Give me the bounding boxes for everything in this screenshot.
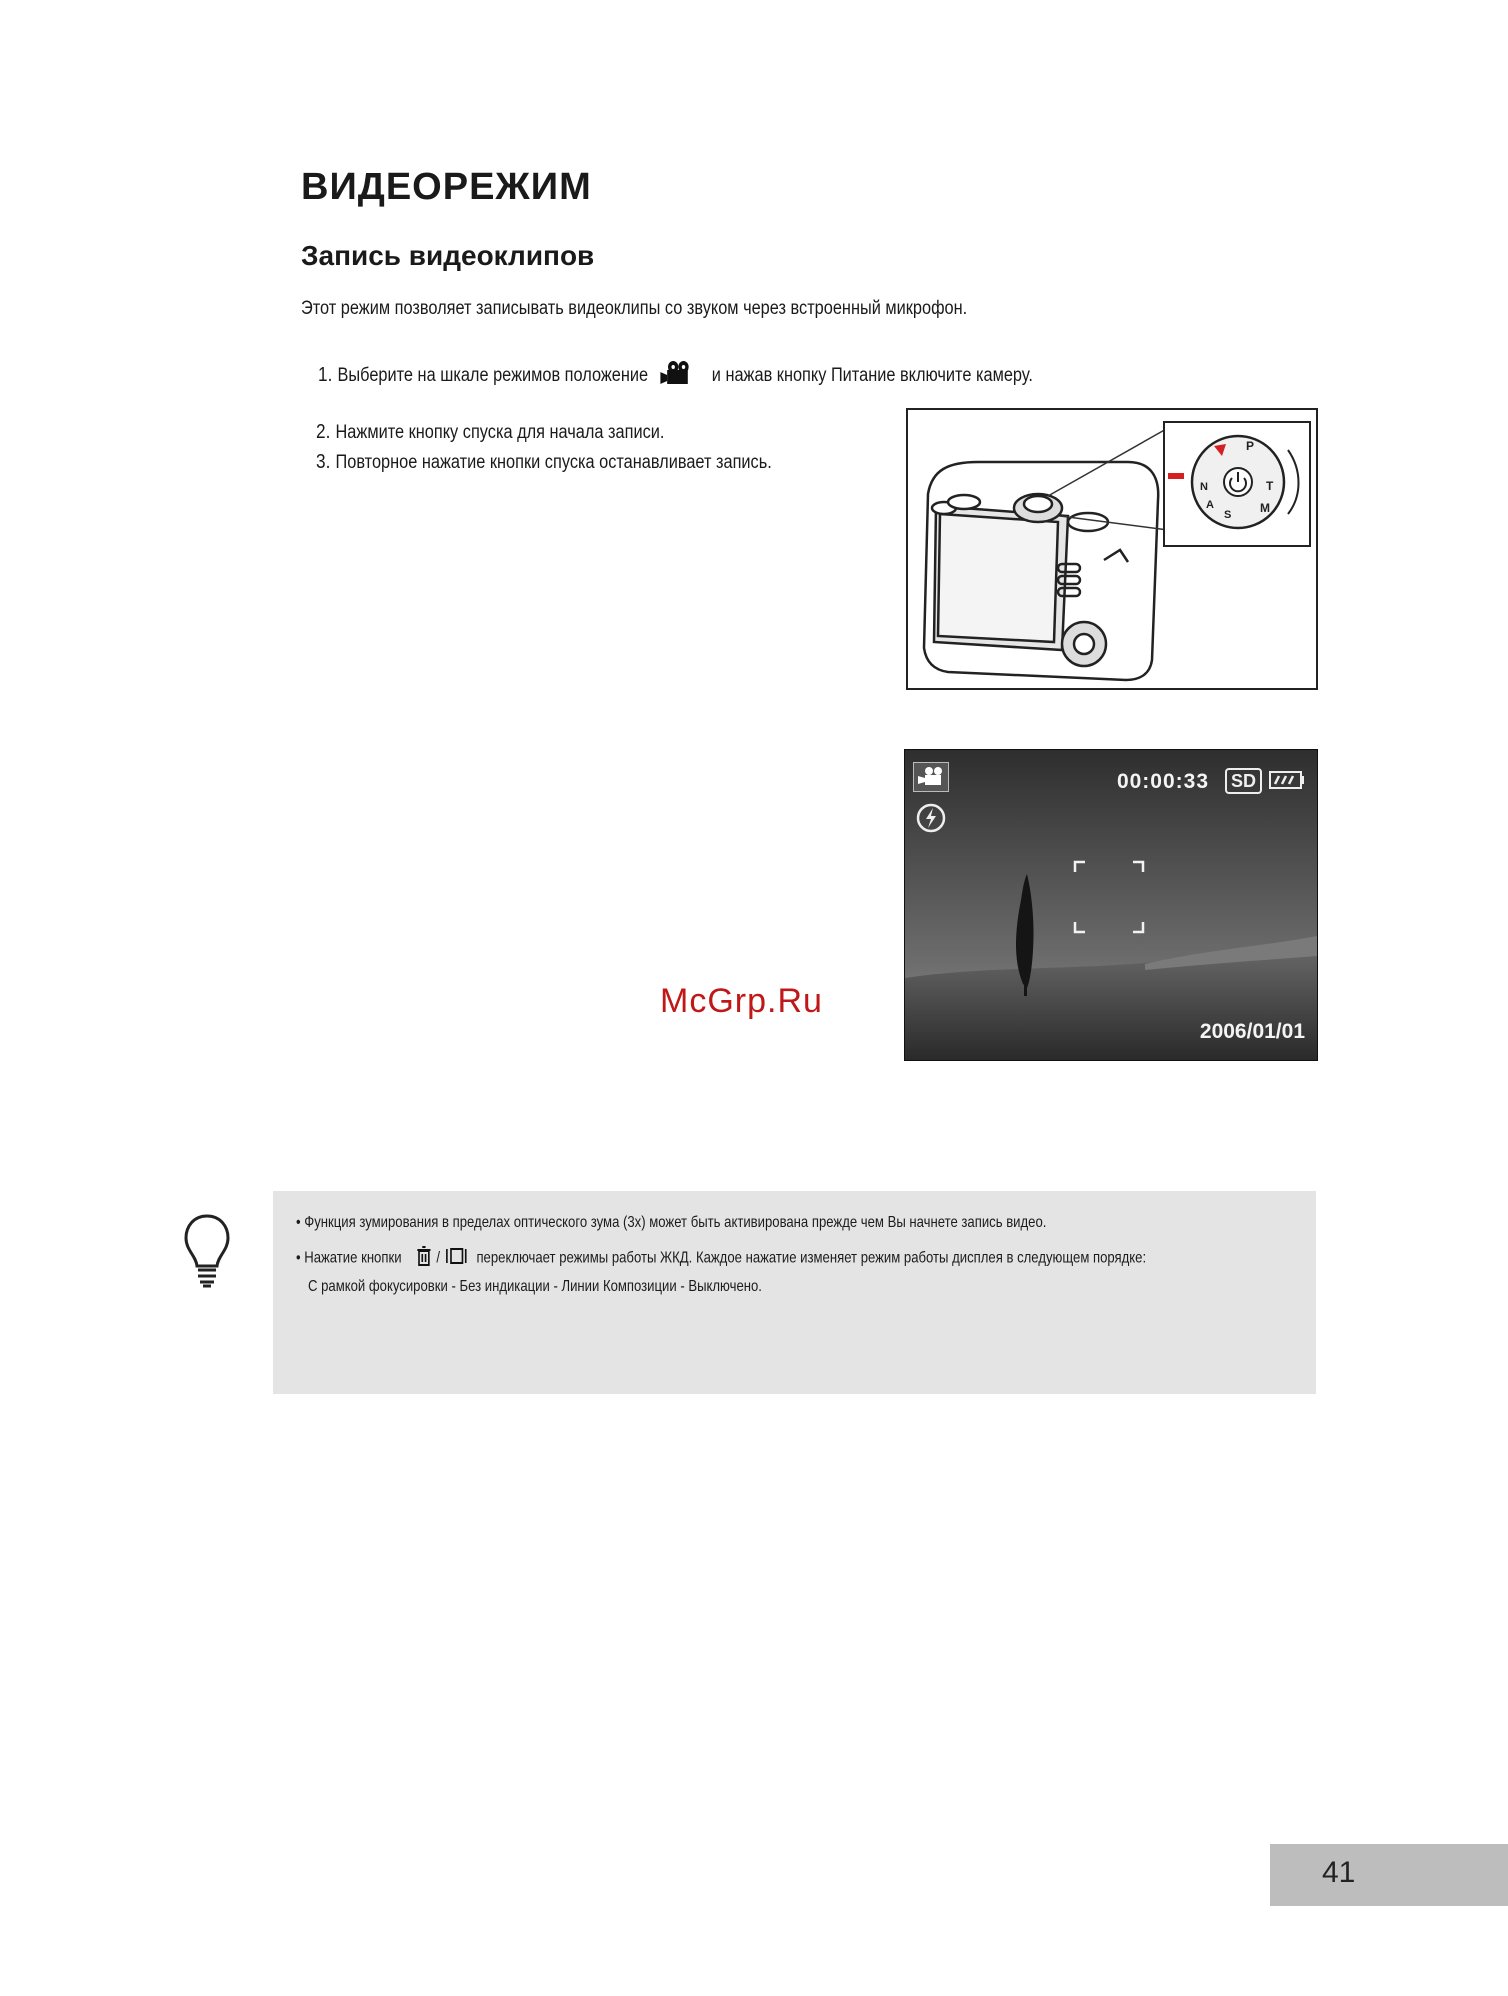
display-toggle-icon bbox=[445, 1247, 468, 1270]
dial-label-s: S bbox=[1224, 509, 1232, 521]
date-stamp: 2006/01/01 bbox=[1199, 1020, 1305, 1043]
trash-icon bbox=[417, 1246, 432, 1271]
note-line-display-before: • Нажатие кнопки bbox=[296, 1249, 402, 1267]
note-line-display-after: переключает режимы работы ЖКД. Каждое нажатие изменяет режим работы дисплея в следующем порядке: bbox=[476, 1249, 1147, 1267]
step-2-number: 2. bbox=[316, 421, 331, 443]
page-number-box bbox=[1270, 1844, 1508, 1906]
intro-paragraph: Этот режим позволяет записывать видеоклипы со звуком через встроенный микрофон. bbox=[301, 298, 968, 319]
page-number: 41 bbox=[1322, 1856, 1356, 1889]
step-2-text: Нажмите кнопку спуска для начала записи. bbox=[335, 422, 665, 443]
note-line-display bbox=[296, 1246, 1146, 1271]
dial-label-a: A bbox=[1206, 499, 1214, 511]
movie-camera-icon bbox=[660, 360, 696, 392]
section-subtitle: Запись видеоклипов bbox=[301, 240, 595, 271]
step-3-number: 3. bbox=[316, 451, 331, 473]
dial-label-p: P bbox=[1246, 439, 1255, 453]
step-1 bbox=[318, 360, 1033, 392]
camera-illustration bbox=[906, 408, 1318, 690]
note-line-order: С рамкой фокусировки - Без индикации - Линии Композиции - Выключено. bbox=[308, 1278, 762, 1295]
step-1-text-after: и нажав кнопку Питание включите камеру. bbox=[711, 365, 1033, 387]
lightbulb-icon bbox=[182, 1212, 232, 1297]
step-1-number: 1. bbox=[318, 364, 333, 387]
lcd-scene bbox=[905, 750, 1317, 1060]
step-2 bbox=[316, 421, 664, 444]
step-3 bbox=[316, 451, 772, 474]
note-line-zoom: • Функция зумирования в пределах оптического зума (3x) может быть активирована прежде чем Вы начнете запись видео. bbox=[296, 1214, 1047, 1231]
step-1-text-before: Выберите на шкале режимов положение bbox=[337, 365, 649, 387]
dial-label-t: T bbox=[1266, 479, 1274, 493]
dial-label-m: M bbox=[1260, 501, 1270, 515]
note-line-display-sep: / bbox=[436, 1249, 440, 1267]
step-3-text: Повторное нажатие кнопки спуска останавливает запись. bbox=[335, 452, 772, 473]
battery-icon bbox=[1269, 771, 1305, 794]
flash-off-icon bbox=[915, 802, 947, 839]
watermark: McGrp.Ru bbox=[660, 982, 823, 1020]
movie-mode-icon bbox=[913, 762, 949, 797]
lcd-preview bbox=[904, 749, 1318, 1061]
camera-drawing bbox=[908, 410, 1316, 688]
page-title: ВИДЕОРЕЖИМ bbox=[301, 166, 592, 208]
recording-timer: 00:00:33 bbox=[1116, 770, 1209, 793]
dial-label-n: N bbox=[1200, 481, 1208, 493]
sd-card-indicator: SD bbox=[1225, 768, 1262, 794]
